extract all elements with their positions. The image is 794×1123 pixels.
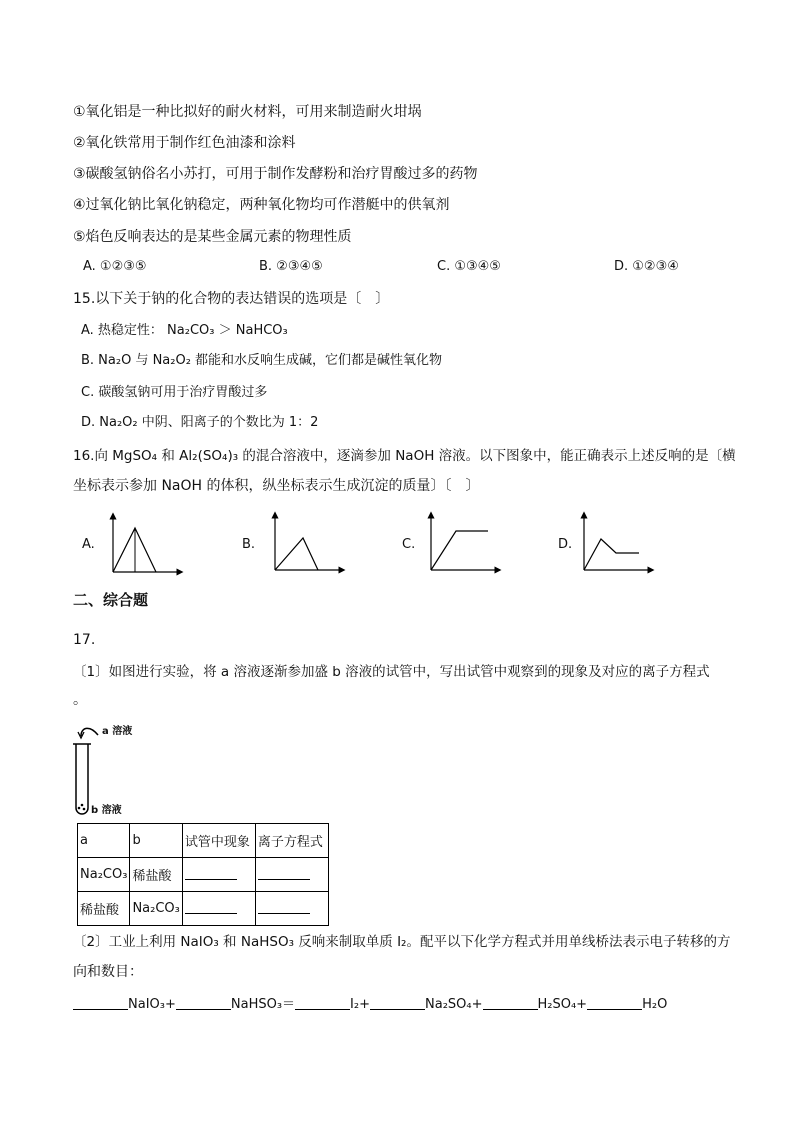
q17-part1-line2: 。 (73, 692, 87, 708)
graph-b-label[interactable]: B. (242, 537, 256, 552)
table-row (78, 858, 329, 892)
q14-option-d[interactable]: D. ①②③④ (614, 259, 679, 274)
coefficient-blank-6[interactable] (587, 995, 642, 1010)
reaction-table (77, 823, 329, 926)
statement-5: ⑤焰色反响表达的是某些金属元素的物理性质 (73, 229, 352, 245)
table-row (78, 892, 329, 926)
q16-stem-line1: 16.向 MgSO₄ 和 Al₂(SO₄)₃ 的混合溶液中，逐滴参加 NaOH 溶液。以下图象中，能正确表示上述反响的是〔横 (73, 448, 736, 464)
coefficient-blank-3[interactable] (295, 995, 350, 1010)
q17-number: 17. (73, 632, 96, 648)
graph-c-label[interactable]: C. (402, 537, 416, 552)
graph-a[interactable] (100, 512, 185, 577)
table-header-row (78, 824, 329, 858)
b-solution-label: b 溶液 (91, 805, 122, 816)
q15-stem: 15.以下关于钠的化合物的表达错误的选项是〔 〕 (73, 291, 390, 307)
q14-option-b[interactable]: B. ②③④⑤ (259, 259, 323, 274)
q16-stem-line2: 坐标表示参加 NaOH 的体积，纵坐标表示生成沉淀的质量〕〔 〕 (73, 478, 480, 494)
graph-b[interactable] (262, 512, 347, 577)
statement-3: ③碳酸氢钠俗名小苏打，可用于制作发酵粉和治疗胃酸过多的药物 (73, 166, 478, 182)
graph-d[interactable] (571, 512, 656, 577)
graph-d-label[interactable]: D. (558, 537, 573, 552)
statement-1: ①氧化铝是一种比拟好的耐火材料，可用来制造耐火坩埚 (73, 104, 422, 120)
coefficient-blank-5[interactable] (483, 995, 538, 1010)
statement-4: ④过氧化钠比氧化钠稳定，两种氧化物均可作潜艇中的供氧剂 (73, 197, 450, 213)
graph-c[interactable] (418, 512, 503, 577)
row1-phenomenon-blank[interactable] (182, 858, 255, 892)
row2-phenomenon-blank[interactable] (182, 892, 255, 926)
balance-equation (73, 995, 667, 1015)
row1-a: Na₂CO₃ (78, 858, 130, 892)
coefficient-blank-1[interactable] (73, 995, 128, 1010)
q17-part2-line2: 向和数目： (73, 964, 143, 980)
statement-2: ②氧化铁常用于制作红色油漆和涂料 (73, 135, 296, 151)
term-h2so4: H₂SO₄+ (537, 997, 588, 1012)
row2-a: 稀盐酸 (78, 892, 130, 926)
header-a: a (78, 824, 130, 858)
a-solution-label: a 溶液 (102, 726, 133, 737)
header-b: b (130, 824, 182, 858)
term-h2o: H₂O (642, 997, 668, 1012)
row2-b: Na₂CO₃ (130, 892, 182, 926)
q14-option-a[interactable]: A. ①②③⑤ (83, 259, 147, 274)
term-na2so4: Na₂SO₄+ (425, 997, 483, 1012)
term-i2: I₂+ (350, 997, 370, 1012)
row1-equation-blank[interactable] (255, 858, 328, 892)
header-phenomenon: 试管中现象 (182, 824, 255, 858)
header-equation: 离子方程式 (255, 824, 328, 858)
q15-option-c[interactable]: C. 碳酸氢钠可用于治疗胃酸过多 (81, 385, 268, 400)
q17-part2-line1: 〔2〕工业上利用 NaIO₃ 和 NaHSO₃ 反响来制取单质 I₂。配平以下化学方程式并用单线桥法表示电子转移的方 (73, 934, 731, 950)
coefficient-blank-4[interactable] (370, 995, 425, 1010)
coefficient-blank-2[interactable] (176, 995, 231, 1010)
q15-option-b[interactable]: B. Na₂O 与 Na₂O₂ 都能和水反响生成碱，它们都是碱性氧化物 (81, 353, 443, 368)
graph-a-label[interactable]: A. (82, 537, 95, 552)
row1-b: 稀盐酸 (130, 858, 182, 892)
row2-equation-blank[interactable] (255, 892, 328, 926)
q14-option-c[interactable]: C. ①③④⑤ (437, 259, 501, 274)
q15-option-d[interactable]: D. Na₂O₂ 中阴、阳离子的个数比为 1：2 (81, 415, 319, 430)
term-nahso3: NaHSO₃＝ (230, 997, 296, 1012)
q17-part1-line1: 〔1〕如图进行实验，将 a 溶液逐渐参加盛 b 溶液的试管中，写出试管中观察到的现象及对应的离子方程式 (73, 664, 710, 680)
section-title: 二、综合题 (73, 591, 149, 609)
term-naio3: NaIO₃+ (128, 997, 176, 1012)
q15-option-a[interactable]: A. 热稳定性： Na₂CO₃ ＞ NaHCO₃ (81, 323, 288, 338)
